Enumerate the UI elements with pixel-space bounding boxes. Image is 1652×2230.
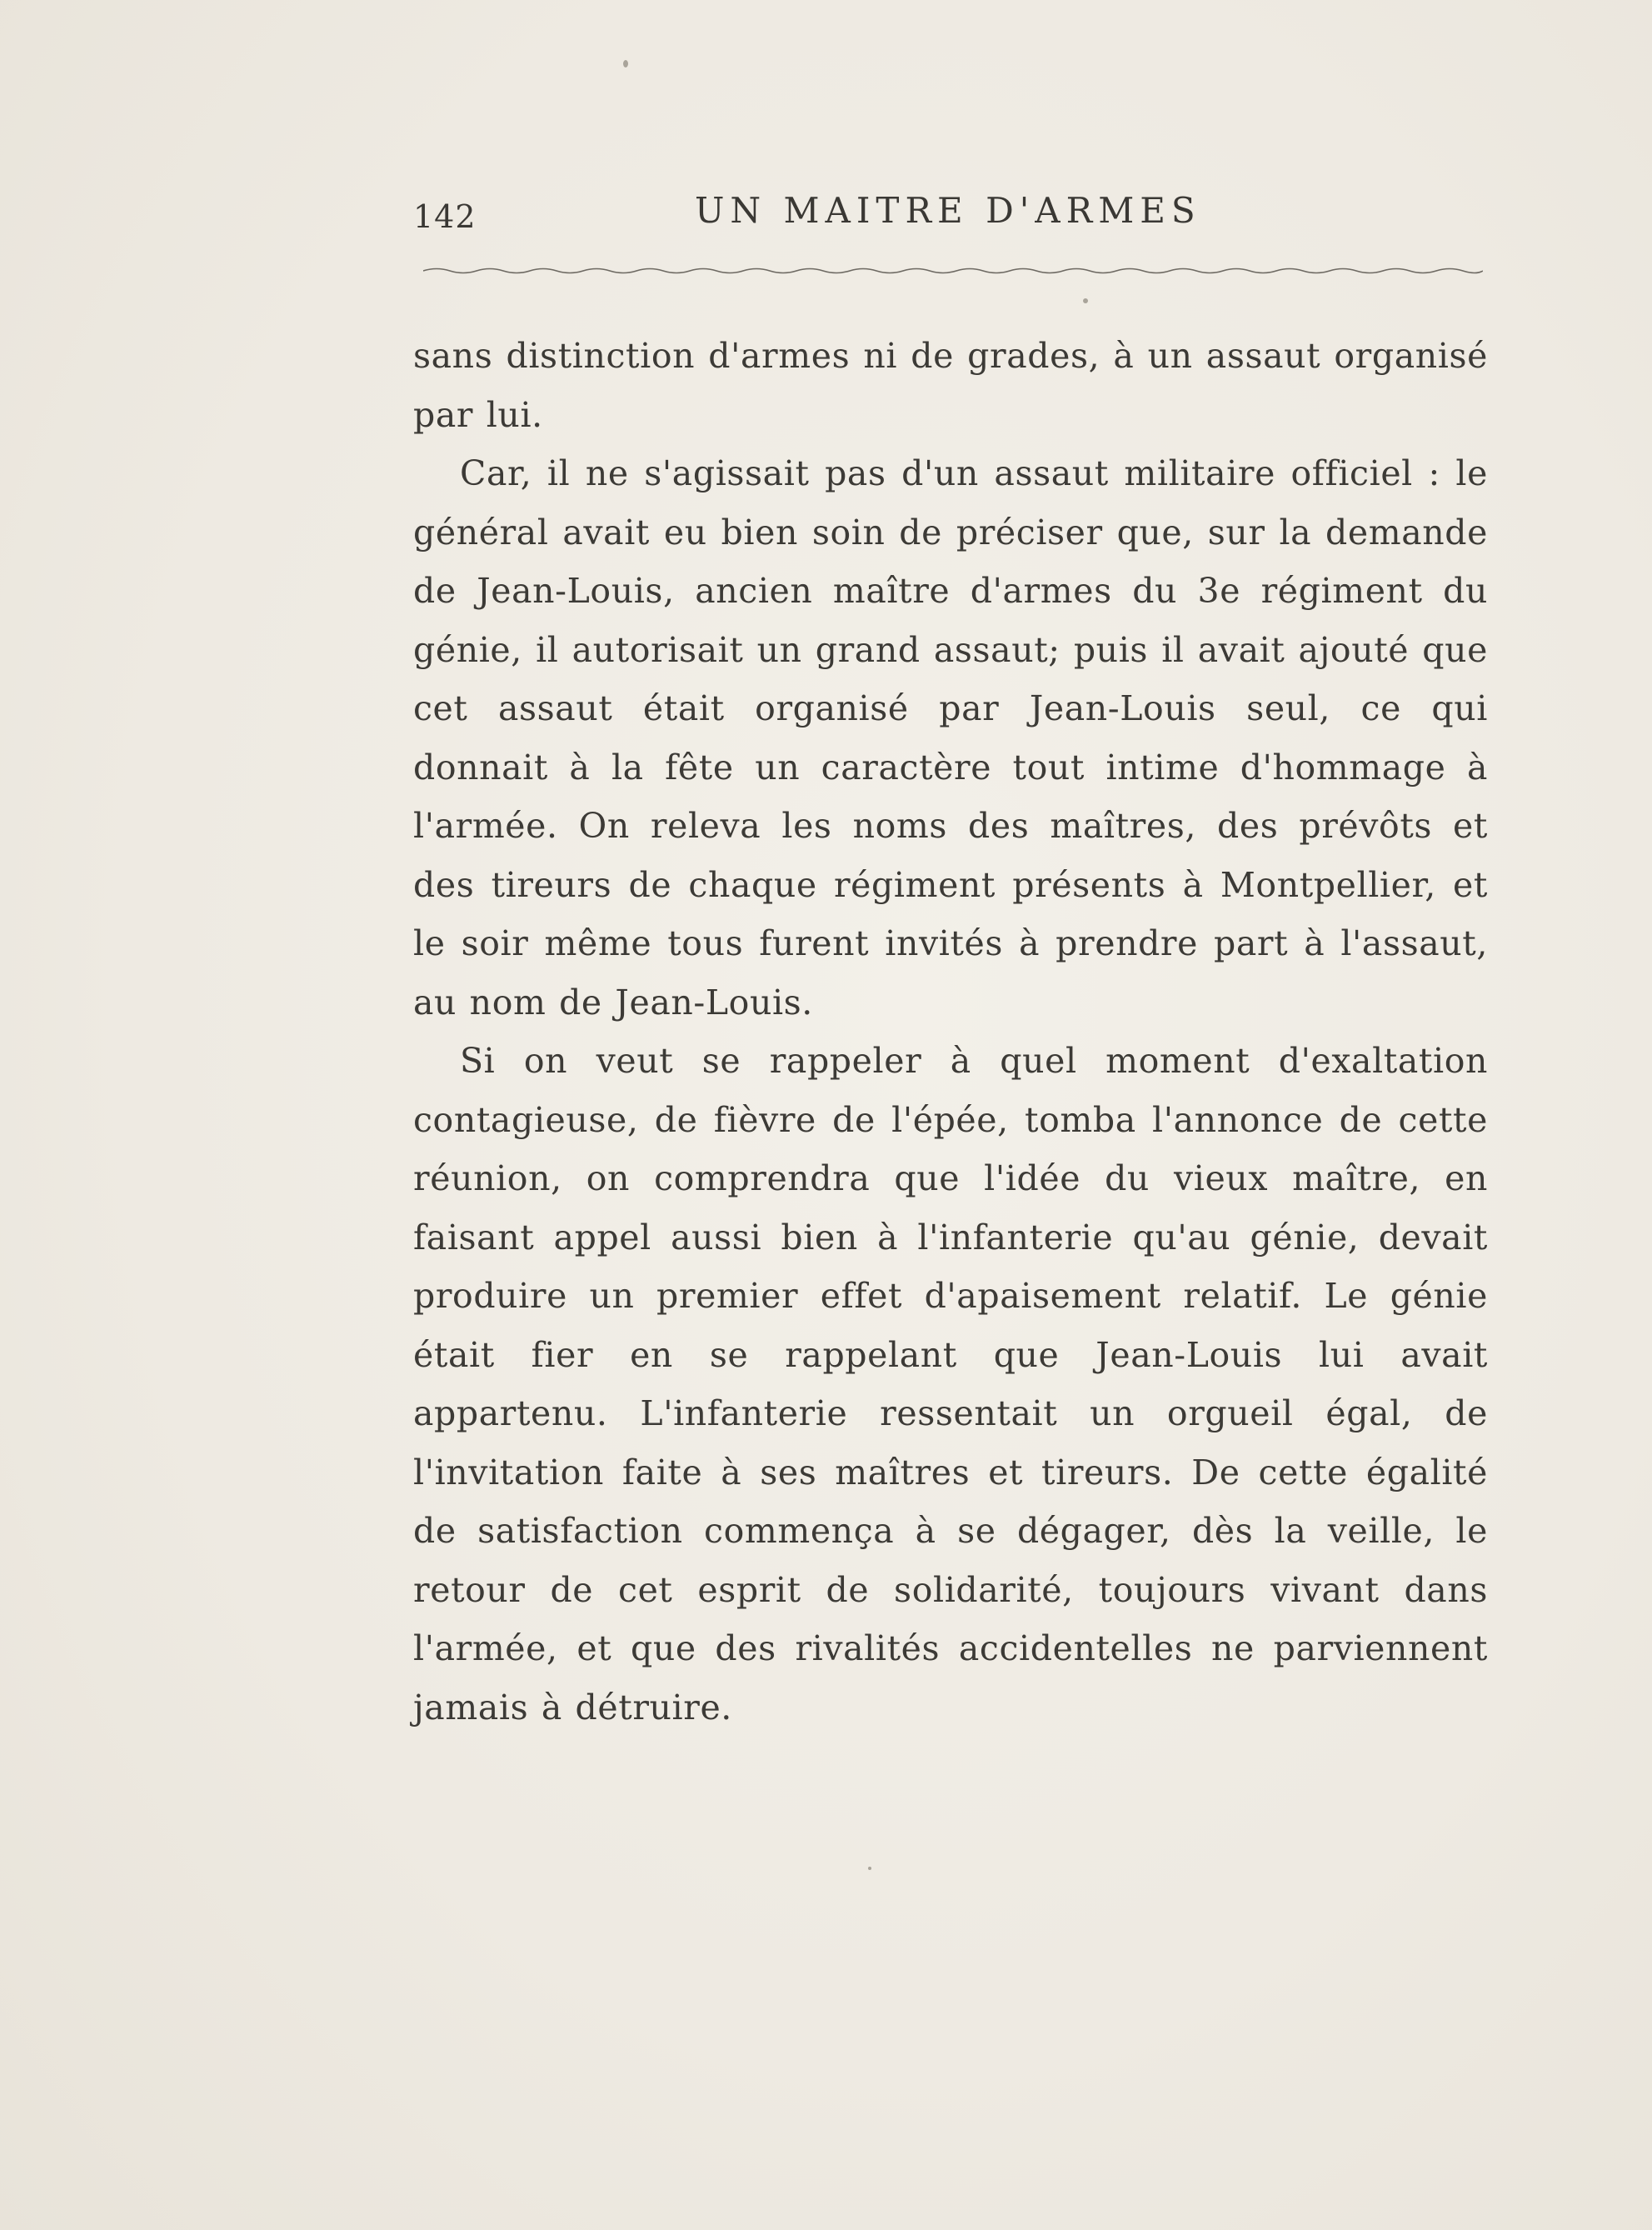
paper-speck <box>623 60 628 68</box>
paper-speck <box>868 1867 871 1870</box>
header-rule <box>423 265 1483 277</box>
paper-speck <box>1083 298 1088 303</box>
paragraph: Car, il ne s'agissait pas d'un assaut militaire officiel : le général avait eu bien soin de préciser que, sur la demande de Jean-Louis, ancien maître d'armes du 3e régiment du génie, il autorisait un grand assaut; puis il avait ajouté que cet assaut était organisé par Jean-Louis seul, ce qui donnait à la fête un caractère tout intime d'hommage à l'armée. On releva les noms des maîtres, des prévôts et des tireurs de chaque régiment présents à Montpellier, et le soir même tous furent invités à prendre part à l'assaut, au nom de Jean-Louis. <box>413 453 1488 1022</box>
paragraph-continued: sans distinction d'armes ni de grades, à un assaut organisé par lui. <box>413 336 1488 435</box>
page-number: 142 <box>413 198 477 235</box>
running-title: UN MAITRE D'ARMES <box>695 190 1201 231</box>
paragraph: Si on veut se rappeler à quel moment d'exaltation contagieuse, de fièvre de l'épée, tomba l'annonce de cette réunion, on comprendra que l'idée du vieux maître, en faisant appel aussi bien à l'infanterie qu'au génie, devait produire un premier effet d'apaisement relatif. Le génie était fier en se rappelant que Jean-Louis lui avait appartenu. L'infanterie ressentait un orgueil égal, de l'invitation faite à ses maîtres et tireurs. De cette égalité de satisfaction commença à se dégager, dès la veille, le retour de cet esprit de solidarité, toujours vivant dans l'armée, et que des rivalités accidentelles ne parviennent jamais à détruire. <box>413 1041 1488 1728</box>
body-text <box>413 327 1488 1737</box>
running-head <box>413 183 1488 242</box>
